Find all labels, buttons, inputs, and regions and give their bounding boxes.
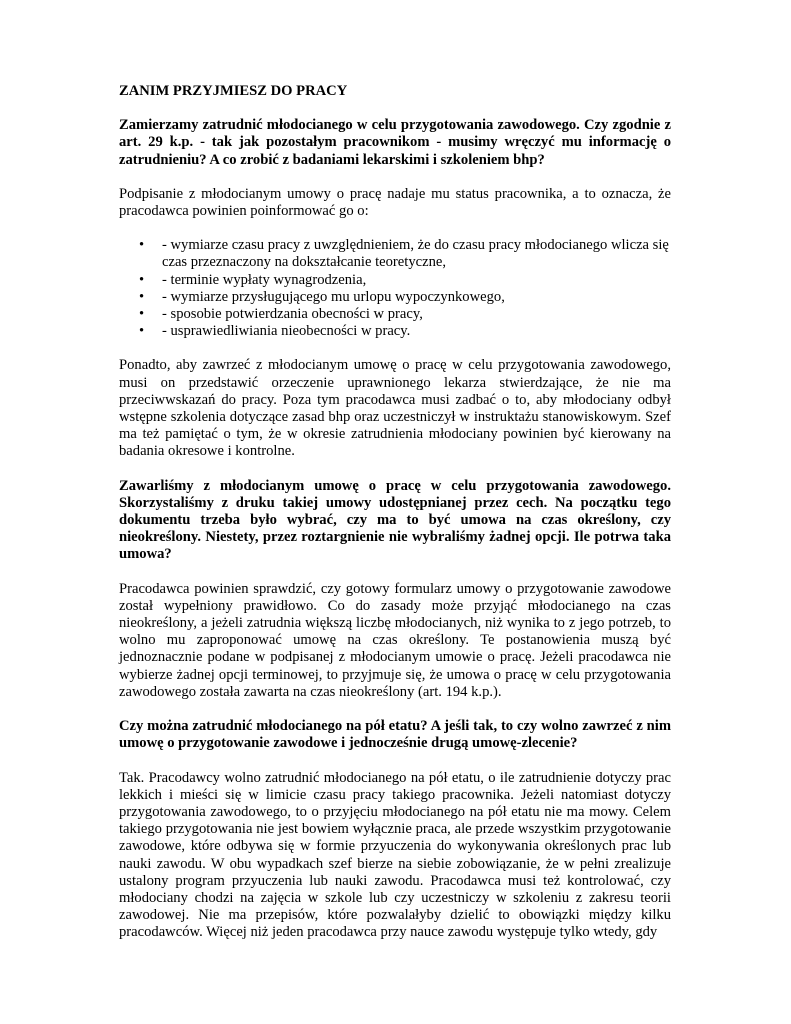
list-item: [119, 306, 671, 323]
bullet-icon: •: [139, 306, 145, 323]
answer-1-more: Ponadto, aby zawrzeć z młodocianym umowę o pracę w celu przygotowania zawodowego, musi on przedstawić orzeczenie uprawnionego lekarza stwierdzające, że nie ma przeciwwskazań do pracy. Poza tym pracodawca musi zadbać o to, aby młodociany odbył wstępne szkolenia dotyczące zasad bhp oraz uczestniczył w instruktażu stanowiskowym. Szef ma też pamiętać o tym, że w okresie zatrudnienia młodociany powinien być kierowany na badania okresowe i kontrolne.: [119, 357, 671, 460]
document-title: ZANIM PRZYJMIESZ DO PRACY: [119, 83, 348, 99]
list-item: [119, 272, 671, 289]
info-list: [119, 237, 671, 340]
question-2: Zawarliśmy z młodocianym umowę o pracę w celu przygotowania zawodowego. Skorzystaliśmy z druku takiej umowy udostępnianej przez cech. Na początku tego dokumentu trzeba było wybrać, czy ma to być umowa na czas określony, czy nieokreślony. Niestety, przez roztargnienie nie wybraliśmy żadnej opcji. Ile potrwa taka umowa?: [119, 477, 671, 563]
answer-3: Tak. Pracodawcy wolno zatrudnić młodocianego na pół etatu, o ile zatrudnienie dotyczy prac lekkich i mieści się w limicie czasu pracy takiego pracownika. Jeżeli natomiast dotyczy przygotowania zawodowego, to o przyjęciu młodocianego na pół etatu nie ma mowy. Celem takiego przygotowania nie jest bowiem wyłącznie praca, ale przede wszystkim przygotowanie zawodowe, które odbywa się w formie przyuczenia do wykonywania określonych prac lub nauki zawodu. W obu wypadkach szef bierze na siebie zobowiązanie, że w pełni zrealizuje ustalony program przyuczenia lub nauki zawodu. Pracodawca musi też kontrolować, czy młodociany chodzi na zajęcia w szkole lub czy uczestniczy w szkoleniu z zakresu teorii zawodowej. Nie ma przepisów, które pozwalałyby dzielić to obowiązki między kilku pracodawców. Więcej niż jeden pracodawca przy nauce zawodu występuje tylko wtedy, gdy: [119, 769, 671, 941]
question-1: Zamierzamy zatrudnić młodocianego w celu przygotowania zawodowego. Czy zgodnie z art. 29 k.p. - tak jak pozostałym pracownikom - musimy wręczyć mu informację o zatrudnieniu? A co zrobić z badaniami lekarskimi i szkoleniem bhp?: [119, 117, 671, 168]
bullet-icon: •: [139, 323, 145, 340]
list-item-text: - terminie wypłaty wynagrodzenia,: [162, 271, 367, 288]
answer-2: Pracodawca powinien sprawdzić, czy gotowy formularz umowy o przygotowanie zawodowe został wypełniony prawidłowo. Co do zasady może przyjąć młodocianego na czas nieokreślony, a jeżeli zatrudnia większą liczbę młodocianych, niż wynika to z jego potrzeb, to wolno mu zaproponować umowę na czas określony. Te postanowienia muszą być jednoznacznie podane w podpisanej z młodocianym umowie o pracę. Jeżeli pracodawca nie wybierze żadnej opcji terminowej, to przyjmuje się, że umowa o pracę w celu przygotowania zawodowego została zawarta na czas nieokreślony (art. 194 k.p.).: [119, 580, 671, 700]
list-item-text: - usprawiedliwiania nieobecności w pracy.: [162, 323, 411, 340]
list-item-text: - wymiarze przysługującego mu urlopu wypoczynkowego,: [162, 288, 505, 305]
list-item: [119, 323, 671, 340]
list-item-text: - sposobie potwierdzania obecności w pracy,: [162, 306, 423, 323]
bullet-icon: •: [139, 288, 145, 305]
document-page: [119, 83, 671, 942]
question-3: Czy można zatrudnić młodocianego na pół etatu? A jeśli tak, to czy wolno zawrzeć z nim umowę o przygotowanie zawodowe i jednocześnie drugą umowę-zlecenie?: [119, 718, 671, 752]
bullet-icon: •: [139, 271, 145, 288]
list-item: [119, 289, 671, 306]
list-item-text: - wymiarze czasu pracy z uwzględnieniem, że do czasu pracy młodocianego wlicza się czas przeznaczony na dokształcanie teoretyczne,: [162, 237, 669, 271]
bullet-icon: •: [139, 237, 145, 254]
list-item: [119, 237, 671, 271]
answer-1-intro: Podpisanie z młodocianym umowy o pracę nadaje mu status pracownika, a to oznacza, że pracodawca powinien poinformować go o:: [119, 185, 671, 220]
